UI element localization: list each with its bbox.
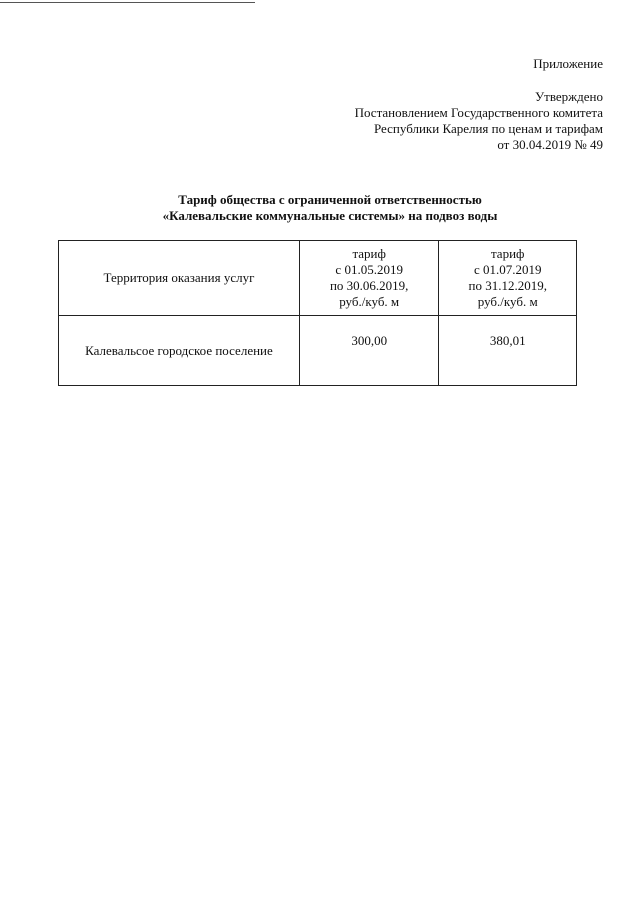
header-period-2-line-3: по 31.12.2019,: [468, 278, 547, 293]
table-header-row: [59, 241, 577, 316]
row-territory: Калевальсое городское поселение: [59, 316, 300, 386]
header-period-2-line-4: руб./куб. м: [477, 294, 538, 309]
header-period-2-line-2: с 01.07.2019: [473, 262, 542, 277]
approval-block: [355, 56, 603, 153]
header-period-1-line-2: с 01.05.2019: [335, 262, 403, 277]
header-period-1: [299, 241, 439, 316]
header-period-1-line-1: тариф: [352, 246, 386, 261]
approval-line-3: от 30.04.2019 № 49: [497, 137, 603, 152]
table-row: [59, 316, 577, 386]
header-period-2-line-1: тариф: [490, 246, 525, 261]
row-tariff-1: 300,00: [299, 316, 439, 386]
appendix-label: Приложение: [533, 56, 603, 71]
document-title: [0, 192, 640, 224]
approval-line-2: Республики Карелия по ценам и тарифам: [373, 121, 603, 136]
approval-line-1: Постановлением Государственного комитета: [354, 105, 603, 120]
row-tariff-2: 380,01: [439, 316, 577, 386]
header-territory: Территория оказания услуг: [59, 241, 300, 316]
header-period-1-line-3: по 30.06.2019,: [329, 278, 409, 293]
title-line-2: «Калевальские коммунальные системы» на подвоз воды: [162, 208, 498, 223]
tariff-table: [58, 240, 577, 386]
title-line-1: Тариф общества с ограниченной ответственностью: [178, 192, 482, 207]
top-rule: [0, 2, 255, 3]
header-period-2: [439, 241, 577, 316]
approved-label: Утверждено: [534, 89, 603, 104]
header-period-1-line-4: руб./куб. м: [339, 294, 400, 309]
